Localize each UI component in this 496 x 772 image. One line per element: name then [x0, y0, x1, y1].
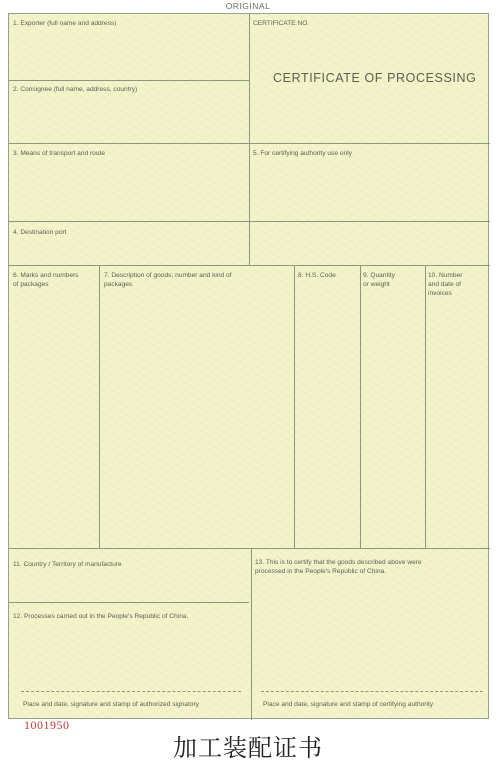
hs-code-label: 8. H.S. Code — [298, 272, 336, 279]
line-top-divider — [249, 14, 250, 265]
line-goods-bottom — [9, 548, 490, 549]
original-label: ORIGINAL — [225, 1, 271, 11]
processes-label: 12. Processes carried out in the People's Republic of China. — [13, 613, 189, 620]
certify-statement-label: 13. This is to certify that the goods described above were processed in the People's Republic of China. — [255, 559, 422, 575]
line-consignee-top — [9, 80, 249, 81]
certifying-authority-use-label: 5. For certifying authority use only — [253, 150, 352, 157]
line-col-10 — [425, 265, 426, 548]
certificate-form — [8, 13, 489, 719]
certificate-no-label: CERTIFICATE NO. — [253, 20, 310, 27]
signature-line-left — [21, 691, 241, 692]
country-manufacture-label: 11. Country / Territory of manufacture — [13, 561, 122, 568]
consignee-label: 2. Consignee (full name, address, country) — [13, 86, 138, 93]
transport-label: 3. Means of transport and route — [13, 150, 106, 157]
line-processes-top — [9, 602, 249, 603]
description-label: 7. Description of goods; number and kind of packages — [104, 272, 232, 288]
destination-port-label: 4. Destination port — [13, 229, 67, 236]
serial-number: 1001950 — [24, 718, 70, 732]
line-col-9 — [360, 265, 361, 548]
line-bottom-divider — [251, 548, 252, 720]
invoices-label: 10. Number and date of invoices — [428, 272, 463, 297]
signature-right-label: Place and date, signature and stamp of certifying authority — [263, 701, 434, 708]
marks-label: 6. Marks and numbers of packages — [13, 272, 79, 288]
signature-line-right — [261, 691, 483, 692]
line-col-8 — [294, 265, 295, 548]
quantity-label: 9. Quantity or weight — [363, 272, 395, 288]
signature-left-label: Place and date, signature and stamp of authorized signatory — [23, 701, 199, 708]
exporter-label: 1. Exporter (full name and address) — [13, 20, 117, 27]
line-goods-top — [9, 265, 490, 266]
document-caption: 加工装配证书 — [173, 735, 323, 762]
line-col-7 — [99, 265, 100, 548]
certificate-title: CERTIFICATE OF PROCESSING — [273, 71, 477, 85]
